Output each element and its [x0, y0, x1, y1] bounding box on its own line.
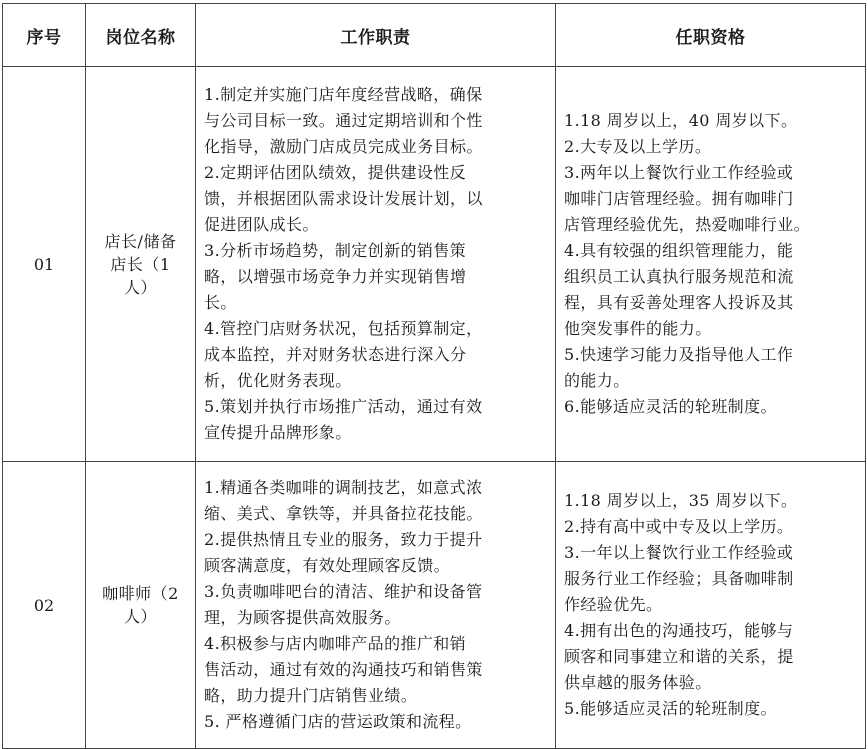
position-name: [86, 67, 196, 462]
duty-line: 2.提供热情且专业的服务，致力于提升: [204, 530, 483, 549]
qual-line: 3.一年以上餐饮行业工作经验或: [564, 543, 794, 562]
qual-line: 2.持有高中或中专及以上学历。: [564, 517, 794, 536]
position-line: 咖啡师（2: [102, 584, 179, 603]
qual-line: 3.两年以上餐饮行业工作经验或: [564, 163, 794, 182]
qual-line: 1.18 周岁以上，40 周岁以下。: [564, 111, 798, 130]
duties-cell: [196, 462, 556, 749]
header-row: [3, 4, 866, 67]
qual-line: 他突发事件的能力。: [564, 319, 712, 338]
duty-line: 略，以增强市场竞争力并实现销售增: [204, 267, 467, 286]
header-num: 序号: [3, 4, 86, 67]
duty-line: 1.制定并实施门店年度经营战略，确保: [204, 85, 483, 104]
duty-line: 1.精通各类咖啡的调制技艺，如意式浓: [204, 478, 483, 497]
qual-line: 4.拥有出色的沟通技巧，能够与: [564, 621, 794, 640]
duty-line: 3.分析市场趋势，制定创新的销售策: [204, 241, 467, 260]
qual-line: 2.大专及以上学历。: [564, 137, 712, 156]
duty-line: 5.策划并执行市场推广活动，通过有效: [204, 397, 483, 416]
position-line: 人）: [123, 607, 157, 626]
qual-line: 顾客和同事建立和谐的关系，提: [564, 647, 794, 666]
duty-line: 3.负责咖啡吧台的清洁、维护和设备管: [204, 582, 483, 601]
row-num: 01: [3, 67, 86, 462]
qual-line: 6.能够适应灵活的轮班制度。: [564, 397, 777, 416]
duty-line: 略，助力提升门店销售业绩。: [204, 686, 418, 705]
duty-line: 2.定期评估团队绩效，提供建设性反: [204, 163, 467, 182]
header-position: 岗位名称: [86, 4, 196, 67]
position-line: 店长/储备: [104, 231, 177, 251]
duty-line: 析，优化财务表现。: [204, 371, 352, 390]
qual-line: 店管理经验优先，热爱咖啡行业。: [564, 215, 811, 234]
position-line: 人）: [123, 277, 157, 297]
qual-line: 程，具有妥善处理客人投诉及其: [564, 293, 794, 312]
position-name: [86, 462, 196, 749]
qualifications-cell: [556, 67, 866, 462]
table-row: [3, 67, 866, 462]
duty-line: 与公司目标一致。通过定期培训和个性: [204, 111, 483, 130]
qual-line: 4.具有较强的组织管理能力，能: [564, 241, 794, 260]
qual-line: 组织员工认真执行服务规范和流: [564, 267, 794, 286]
duty-line: 成本监控，并对财务状态进行深入分: [204, 345, 467, 364]
qual-line: 1.18 周岁以上，35 周岁以下。: [564, 491, 798, 510]
duty-line: 售活动，通过有效的沟通技巧和销售策: [204, 660, 483, 679]
duty-line: 长。: [204, 293, 237, 312]
duty-line: 促进团队成长。: [204, 215, 319, 234]
qual-line: 服务行业工作经验；具备咖啡制: [564, 569, 794, 588]
duty-line: 4.管控门店财务状况，包括预算制定，: [204, 319, 483, 338]
header-duties: 工作职责: [196, 4, 556, 67]
duty-line: 5. 严格遵循门店的营运政策和流程。: [204, 712, 472, 731]
job-table: [2, 3, 866, 749]
position-line: 店长（1: [110, 254, 171, 274]
duty-line: 缩、美式、拿铁等，并具备拉花技能。: [204, 504, 483, 523]
qualifications-cell: [556, 462, 866, 749]
duty-line: 馈，并根据团队需求设计发展计划，以: [204, 189, 483, 208]
qual-line: 的能力。: [564, 371, 630, 390]
duty-line: 化指导，激励门店成员完成业务目标。: [204, 137, 483, 156]
qual-line: 5.快速学习能力及指导他人工作: [564, 345, 794, 364]
duty-line: 顾客满意度，有效处理顾客反馈。: [204, 556, 451, 575]
duty-line: 宣传提升品牌形象。: [204, 423, 352, 442]
qual-line: 咖啡门店管理经验。拥有咖啡门: [564, 189, 794, 208]
table-row: [3, 462, 866, 749]
duty-line: 理，为顾客提供高效服务。: [204, 608, 401, 627]
header-qualifications: 任职资格: [556, 4, 866, 67]
qual-line: 作经验优先。: [564, 595, 663, 614]
duties-cell: [196, 67, 556, 462]
row-num: 02: [3, 462, 86, 749]
duty-line: 4.积极参与店内咖啡产品的推广和销: [204, 634, 467, 653]
qual-line: 5.能够适应灵活的轮班制度。: [564, 699, 777, 718]
qual-line: 供卓越的服务体验。: [564, 673, 712, 692]
